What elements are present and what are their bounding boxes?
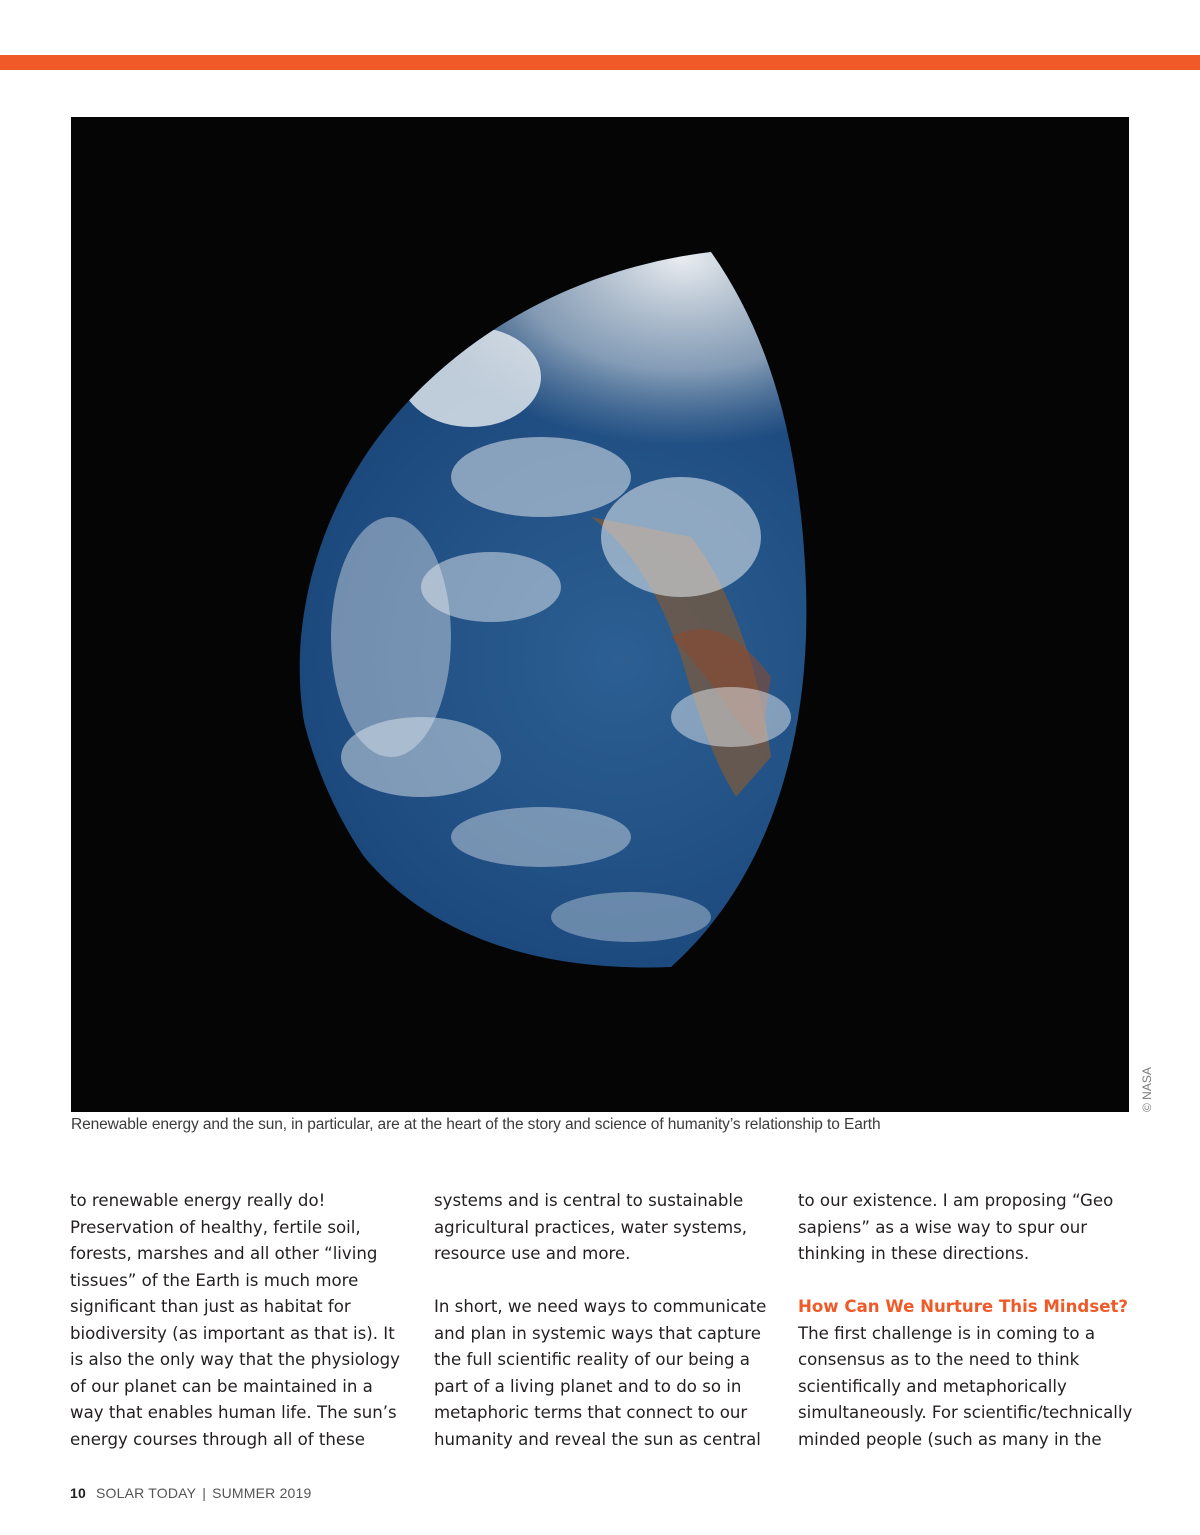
body-line: In short, we need ways to communicate xyxy=(434,1297,767,1316)
text-column-3 xyxy=(798,1188,1138,1453)
body-line: humanity and reveal the sun as central xyxy=(434,1429,761,1449)
body-line: the full scientific reality of our being a xyxy=(434,1350,750,1369)
body-line: simultaneously. For scientific/technically xyxy=(798,1403,1133,1422)
page-footer xyxy=(70,1485,312,1501)
body-line: The first challenge is in coming to a xyxy=(798,1323,1096,1343)
body-line: biodiversity (as important as that is). It xyxy=(70,1323,395,1343)
body-line: thinking in these directions. xyxy=(798,1244,1030,1263)
photo-credit: © NASA xyxy=(1140,1067,1154,1112)
photo-caption: Renewable energy and the sun, in particular, are at the heart of the story and science of humanity’s relationship to Earth xyxy=(71,1116,881,1133)
paragraph-gap xyxy=(434,1268,774,1295)
paragraph-gap xyxy=(798,1268,1138,1295)
body-line: forests, marshes and all other “living xyxy=(70,1244,378,1263)
body-line: scientifically and metaphorically xyxy=(798,1376,1067,1396)
text-column-2 xyxy=(434,1188,774,1453)
body-line: part of a living planet and to do so in xyxy=(434,1376,742,1396)
publication-name: SOLAR TODAY xyxy=(95,1485,197,1501)
body-line: to renewable energy really do! xyxy=(70,1191,326,1210)
body-line: metaphoric terms that connect to our xyxy=(434,1403,748,1422)
body-line: energy courses through all of these xyxy=(70,1429,365,1449)
body-line: way that enables human life. The sun’s xyxy=(70,1403,397,1422)
text-column-1 xyxy=(70,1188,410,1453)
footer-separator: | xyxy=(202,1485,207,1501)
body-line: to our existence. I am proposing “Geo xyxy=(798,1191,1114,1210)
body-line: systems and is central to sustainable xyxy=(434,1191,744,1210)
body-line: consensus as to the need to think xyxy=(798,1350,1080,1369)
earth-from-space-icon xyxy=(71,117,1129,1112)
body-line: and plan in systemic ways that capture xyxy=(434,1323,761,1343)
body-line: agricultural practices, water systems, xyxy=(434,1217,748,1237)
body-line: of our planet can be maintained in a xyxy=(70,1376,373,1396)
page-number: 10 xyxy=(70,1485,86,1501)
article-body xyxy=(70,1188,1140,1468)
body-line: resource use and more. xyxy=(434,1244,631,1263)
section-subheading: How Can We Nurture This Mindset? xyxy=(798,1297,1129,1316)
body-line: tissues” of the Earth is much more xyxy=(70,1270,359,1290)
issue-label: SUMMER 2019 xyxy=(212,1485,312,1501)
body-line: is also the only way that the physiology xyxy=(70,1350,400,1369)
body-line: significant than just as habitat for xyxy=(70,1297,351,1316)
earth-photo xyxy=(71,117,1129,1112)
body-line: Preservation of healthy, fertile soil, xyxy=(70,1217,361,1237)
top-accent-bar xyxy=(0,55,1200,70)
body-line: minded people (such as many in the xyxy=(798,1429,1102,1449)
body-line: sapiens” as a wise way to spur our xyxy=(798,1217,1088,1237)
